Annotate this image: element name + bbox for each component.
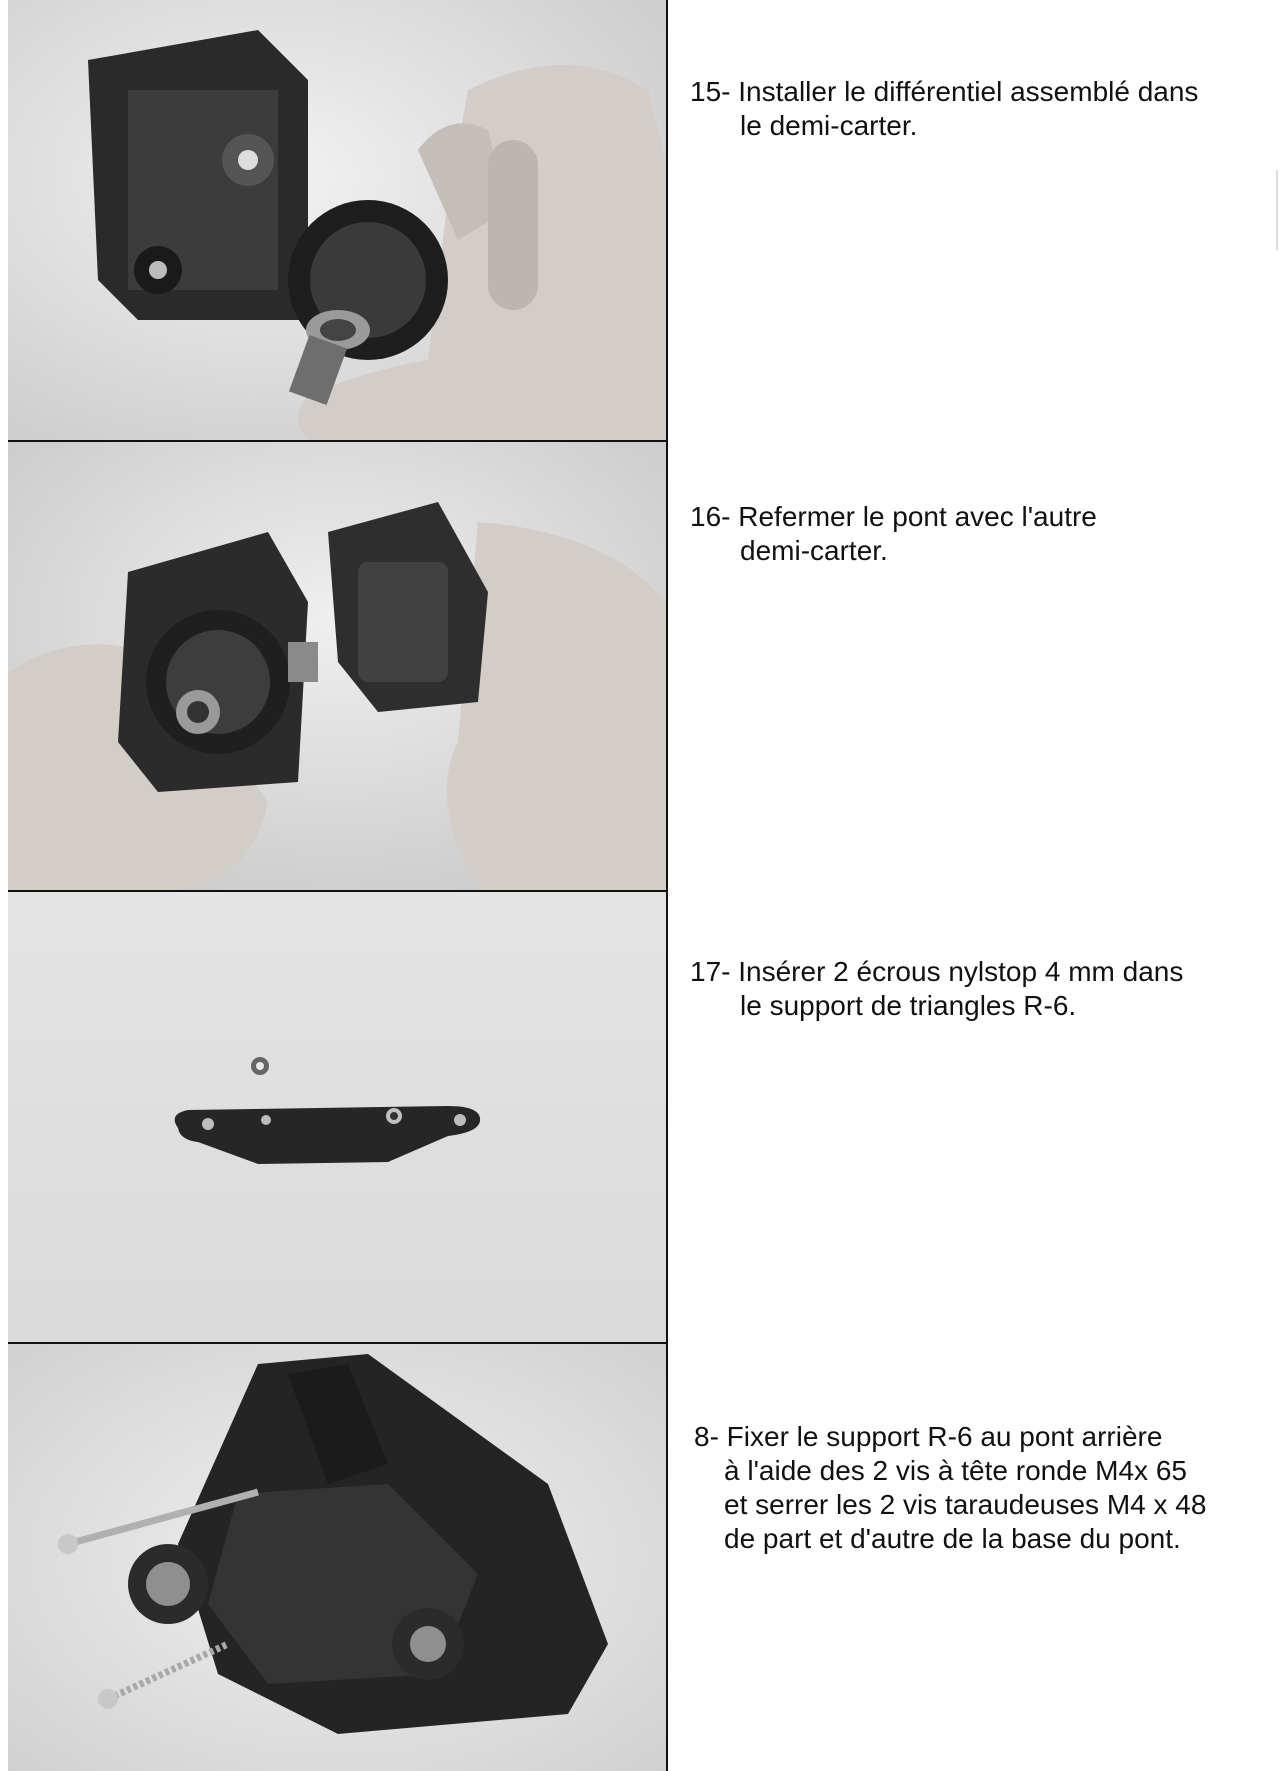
r6-support-mounted-on-rear-axle-photo-icon [8,1344,666,1771]
step-15-line-1: 15- Installer le différentiel assemblé dans [690,76,1199,107]
closing-axle-housing-photo-icon [8,442,666,890]
step-16-text [690,500,1250,568]
step-16-line-2: demi-carter. [740,535,888,566]
step-16-photo [8,442,666,890]
step-15-line-2: le demi-carter. [740,110,918,141]
step-15-photo [8,0,666,440]
step-15-text [690,75,1250,143]
step-17-photo [8,892,666,1342]
step-17-line-1: 17- Insérer 2 écrous nylstop 4 mm dans [690,956,1184,987]
step-18-line-1: 8- Fixer le support R-6 au pont arrière [694,1421,1163,1452]
differential-into-half-housing-photo-icon [8,0,666,440]
photo-column [8,0,668,1771]
step-18-photo [8,1344,666,1771]
step-18-line-3: et serrer les 2 vis taraudeuses M4 x 48 [724,1489,1207,1520]
step-18-text [694,1420,1254,1556]
step-18-line-2: à l'aide des 2 vis à tête ronde M4x 65 [724,1455,1187,1486]
scan-edge-mark [1276,170,1278,250]
step-16-line-1: 16- Refermer le pont avec l'autre [690,501,1097,532]
step-17-line-2: le support de triangles R-6. [740,990,1077,1021]
step-18-line-4: de part et d'autre de la base du pont. [724,1523,1181,1554]
nylstop-nut-and-r6-support-photo-icon [8,892,666,1342]
step-17-text [690,955,1250,1023]
